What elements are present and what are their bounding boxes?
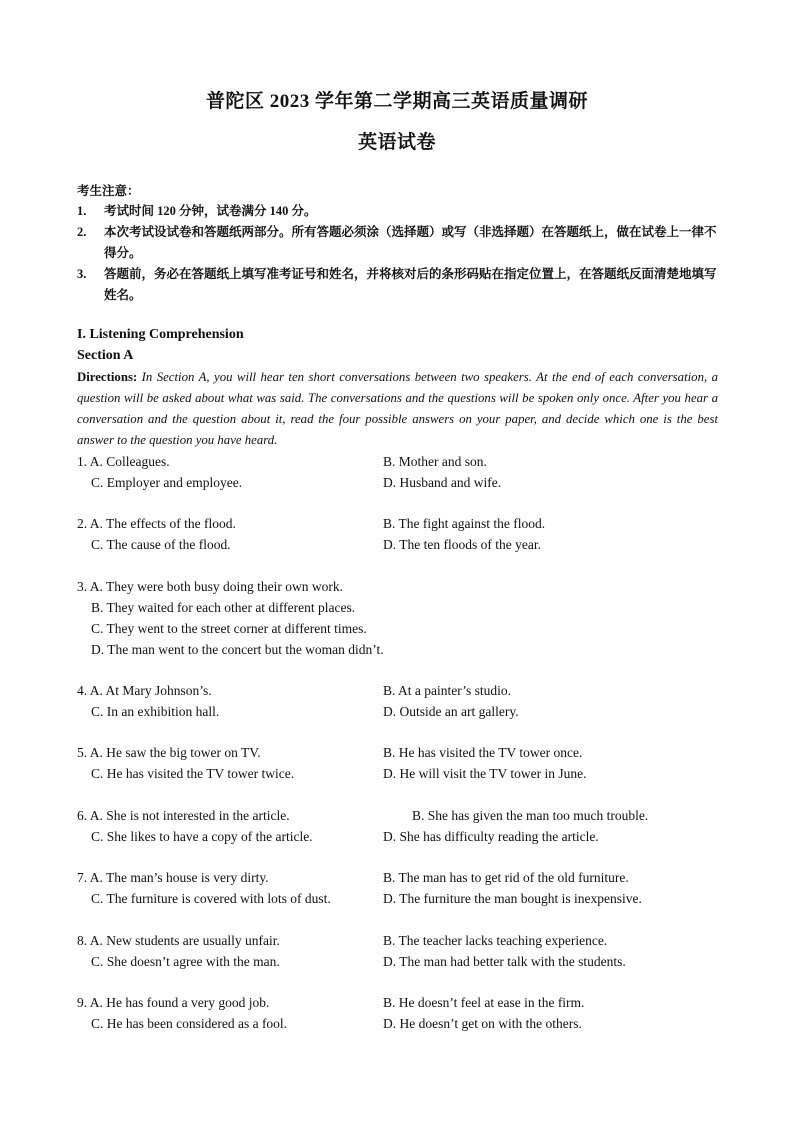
option-c: C. Employer and employee.: [91, 475, 243, 490]
notice-item: [77, 222, 717, 264]
option-a: 9. A. He has found a very good job.: [77, 995, 270, 1010]
directions-label: Directions:: [77, 370, 138, 384]
option-d: D. She has difficulty reading the article.: [383, 829, 599, 844]
option-a: 1. A. Colleagues.: [77, 454, 170, 469]
option-d: D. The furniture the man bought is inexpensive.: [383, 891, 642, 906]
question-item: [77, 992, 717, 1034]
option-d: D. Husband and wife.: [383, 475, 502, 490]
notice-item: [77, 201, 717, 222]
option-d: D. The man had better talk with the students.: [383, 954, 626, 969]
notice-item-text: 答题前，务必在答题纸上填写准考证号和姓名，并将核对后的条形码贴在指定位置上，在答题纸反面清楚地填写姓名。: [104, 267, 717, 302]
option-a: 6. A. She is not interested in the article.: [77, 808, 290, 823]
option-c: C. In an exhibition hall.: [91, 704, 220, 719]
option-a: 5. A. He saw the big tower on TV.: [77, 745, 261, 760]
option-b: B. The fight against the flood.: [383, 516, 546, 531]
option-b: B. Mother and son.: [383, 454, 487, 469]
option-a: 7. A. The man’s house is very dirty.: [77, 870, 269, 885]
option-b: B. The man has to get rid of the old furniture.: [383, 870, 629, 885]
option-d: D. He doesn’t get on with the others.: [383, 1016, 582, 1031]
question-item: [77, 513, 717, 555]
question-item: [77, 867, 717, 909]
option-d: D. The man went to the concert but the woman didn’t.: [91, 642, 384, 657]
option-a: 8. A. New students are usually unfair.: [77, 933, 280, 948]
option-c: C. The furniture is covered with lots of dust.: [91, 891, 331, 906]
option-c: C. She doesn’t agree with the man.: [91, 954, 280, 969]
question-item: [77, 680, 717, 722]
notice-item-number: 1.: [77, 204, 87, 218]
option-a: 3. A. They were both busy doing their own work.: [77, 579, 343, 594]
part-heading: I. Listening Comprehension: [77, 327, 244, 342]
notice-item-text: 本次考试设试卷和答题纸两部分。所有答题必须涂（选择题）或写（非选择题）在答题纸上，做在试卷上一律不得分。: [104, 225, 717, 260]
option-b: B. He doesn’t feel at ease in the firm.: [383, 995, 585, 1010]
exam-subtitle: 英语试卷: [357, 132, 436, 153]
section-heading: Section A: [77, 348, 134, 363]
notice-item-text: 考试时间 120 分钟，试卷满分 140 分。: [104, 204, 317, 218]
option-c: C. The cause of the flood.: [91, 537, 231, 552]
question-item: [77, 742, 717, 784]
option-b: B. At a painter’s studio.: [383, 683, 511, 698]
option-b: B. She has given the man too much trouble.: [412, 808, 649, 823]
exam-title: 普陀区 2023 学年第二学期高三英语质量调研: [205, 91, 588, 112]
option-c: C. They went to the street corner at different times.: [91, 621, 367, 636]
question-item: [77, 576, 717, 660]
notice-item-number: 3.: [77, 267, 87, 281]
question-item: [77, 451, 717, 493]
notice-item-number: 2.: [77, 225, 87, 239]
option-b: B. He has visited the TV tower once.: [383, 745, 583, 760]
option-c: C. She likes to have a copy of the article.: [91, 829, 313, 844]
option-a: 4. A. At Mary Johnson’s.: [77, 683, 212, 698]
option-b: B. The teacher lacks teaching experience.: [383, 933, 608, 948]
notice-heading: 考生注意：: [77, 184, 140, 198]
question-item: [77, 930, 717, 972]
option-c: C. He has been considered as a fool.: [91, 1016, 288, 1031]
question-item: [77, 805, 717, 847]
option-b: B. They waited for each other at different places.: [91, 600, 356, 615]
option-d: D. He will visit the TV tower in June.: [383, 766, 587, 781]
option-c: C. He has visited the TV tower twice.: [91, 766, 295, 781]
directions-text: In Section A, you will hear ten short conversations between two speakers. At the end of each conversation, a question will be asked about what was said. The conversations and the questions will be spoken only once. After you hear a conversation and the question about it, read the four possible answers on your paper, and decide which one is the best answer to the question you have heard.: [77, 370, 718, 447]
option-d: D. The ten floods of the year.: [383, 537, 541, 552]
option-a: 2. A. The effects of the flood.: [77, 516, 236, 531]
option-d: D. Outside an art gallery.: [383, 704, 519, 719]
notice-item: [77, 264, 717, 306]
directions: [77, 367, 718, 451]
